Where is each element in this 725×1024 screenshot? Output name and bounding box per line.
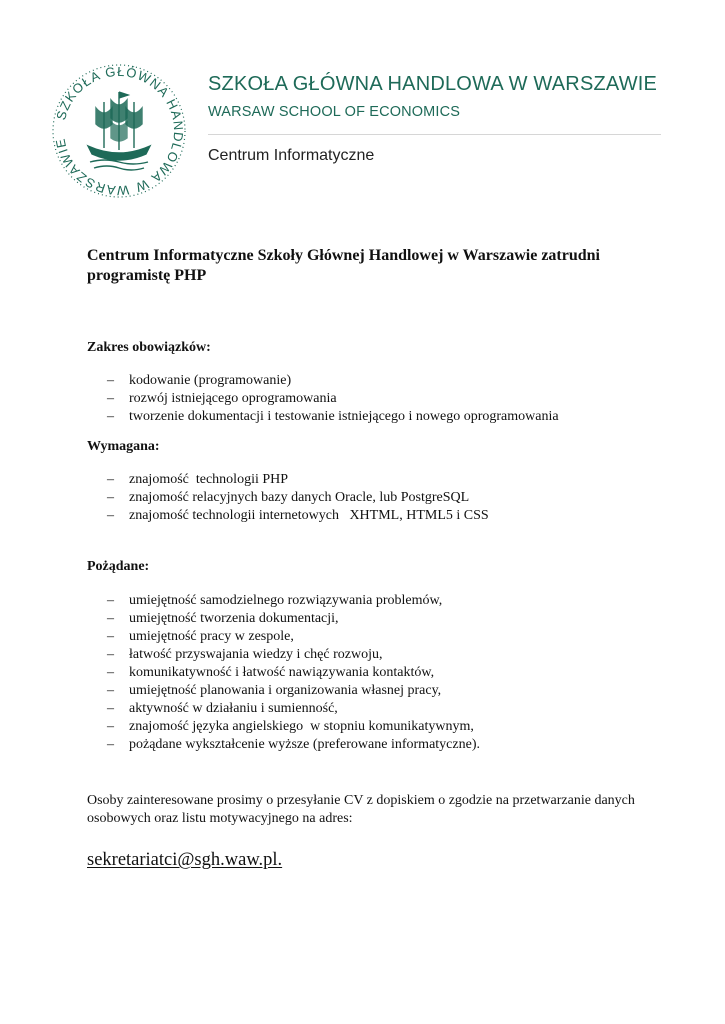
institution-name-pl: SZKOŁA GŁÓWNA HANDLOWA W WARSZAWIE [208,73,658,95]
section-title-desired: Pożądane: [87,559,150,574]
bullet-dash: – [107,683,114,698]
bullet-dash: – [107,665,114,680]
list-item: – pożądane wykształcenie wyższe (preferowane informatyczne). [107,737,480,752]
responsibilities-list [107,372,559,426]
bullet-dash: – [107,472,114,487]
bullet-dash: – [107,647,114,662]
bullet-dash: – [107,409,114,424]
desired-skills-list [107,592,480,754]
list-item: – umiejętność pracy w zespole, [107,629,294,644]
list-item: – aktywność w działaniu i sumienność, [107,701,338,716]
bullet-dash: – [107,593,114,608]
list-item: – rozwój istniejącego oprogramowania [107,391,337,406]
bullet-dash: – [107,719,114,734]
requirements-list [107,471,489,525]
section-title-requirements: Wymagana: [87,439,160,454]
bullet-dash: – [107,629,114,644]
sgh-seal-logo [50,62,188,200]
department-name: Centrum Informatyczne [208,147,375,164]
institution-name-en: WARSAW SCHOOL OF ECONOMICS [208,104,461,120]
job-headline: Centrum Informatyczne Szkoły Głównej Handlowej w Warszawie zatrudni programistę PHP [87,247,600,284]
bullet-dash: – [107,373,114,388]
list-item: – znajomość relacyjnych bazy danych Oracle, lub PostgreSQL [107,490,470,505]
list-item: – tworzenie dokumentacji i testowanie istniejącego i nowego oprogramowania [107,409,559,424]
list-item: – umiejętność tworzenia dokumentacji, [107,611,339,626]
bullet-dash: – [107,490,114,505]
bullet-dash: – [107,391,114,406]
list-item: – znajomość języka angielskiego w stopniu komunikatywnym, [107,719,474,734]
list-item: – łatwość przyswajania wiedzy i chęć rozwoju, [107,647,383,662]
list-item: – komunikatywność i łatwość nawiązywania kontaktów, [107,665,435,680]
list-item: – umiejętność planowania i organizowania własnej pracy, [107,683,442,698]
bullet-dash: – [107,737,114,752]
list-item: – kodowanie (programowanie) [107,373,292,388]
closing-paragraph: Osoby zainteresowane prosimy o przesyłanie CV z dopiskiem o zgodzie na przetwarzanie danych osobowych oraz listu motywacyjnego na adres: [87,793,635,826]
svg-text:SZKOŁA GŁÓWNA HANDLOWA W WARSZ: SZKOŁA GŁÓWNA HANDLOWA W WARSZAWIE [52,63,187,199]
contact-email-link[interactable]: sekretariatci@sgh.waw.pl. [87,850,283,870]
section-title-responsibilities: Zakres obowiązków: [87,340,211,355]
bullet-dash: – [107,701,114,716]
list-item: – znajomość technologii PHP [107,472,289,487]
list-item: – znajomość technologii internetowych XHTML, HTML5 i CSS [107,508,489,523]
header-divider [208,134,661,135]
bullet-dash: – [107,508,114,523]
bullet-dash: – [107,611,114,626]
list-item: – umiejętność samodzielnego rozwiązywania problemów, [107,593,443,608]
